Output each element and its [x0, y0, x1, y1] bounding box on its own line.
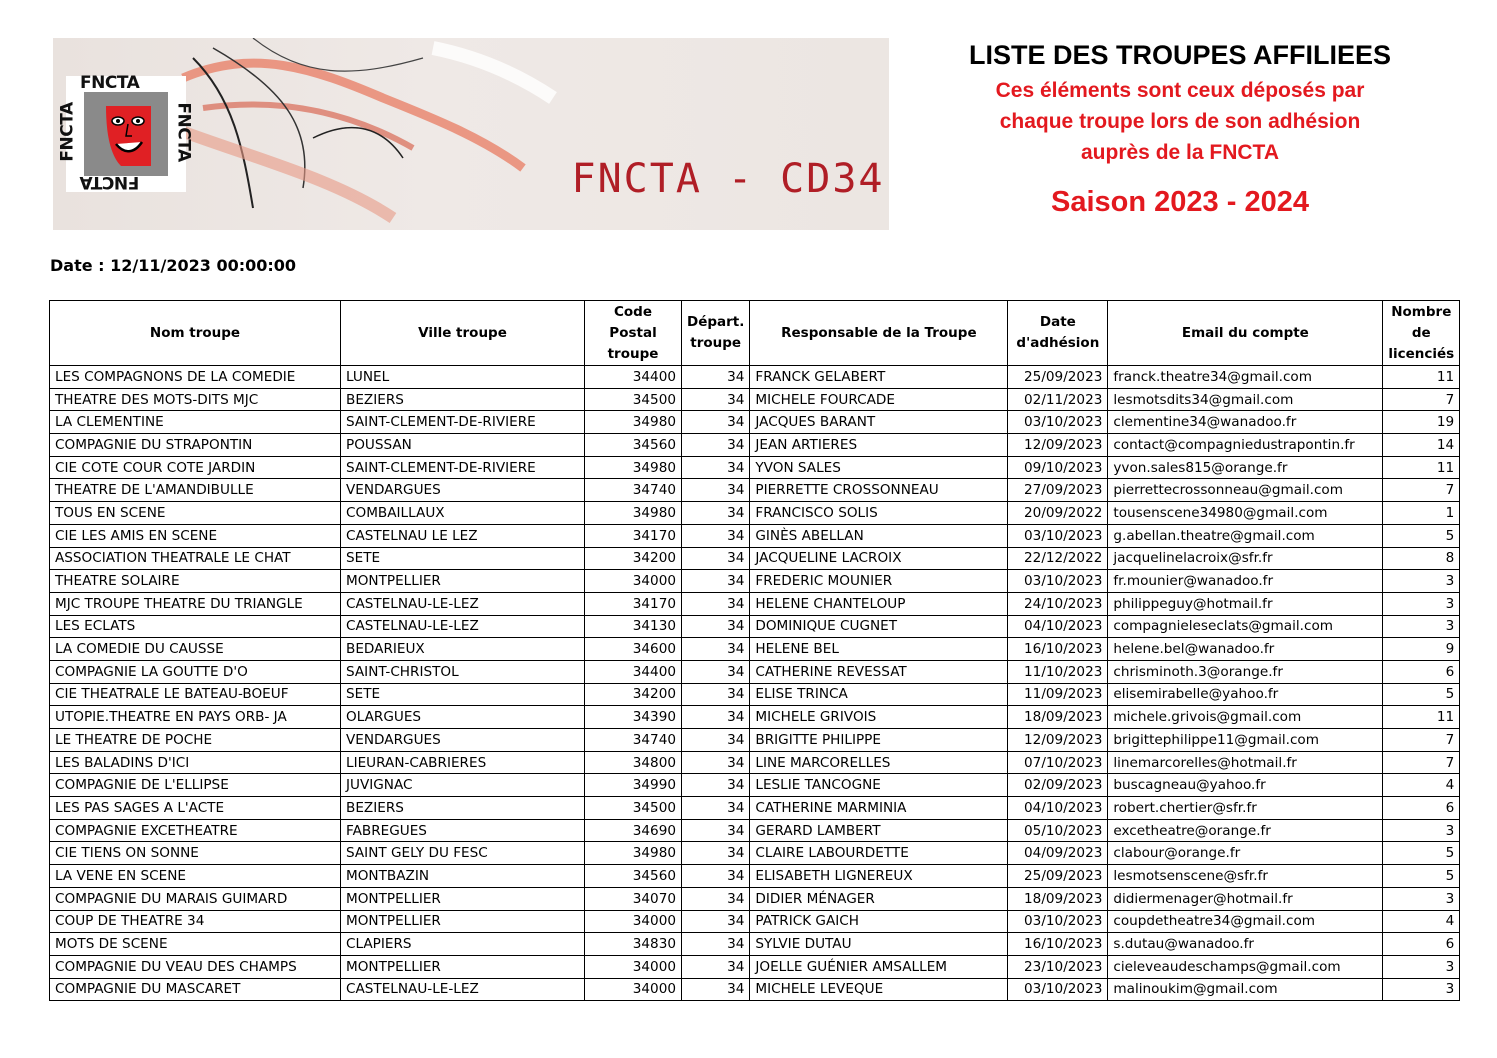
cell-depart: 34	[682, 366, 750, 389]
table-row	[50, 479, 1460, 502]
cell-code-postal: 34400	[585, 660, 682, 683]
cell-nombre: 3	[1383, 592, 1460, 615]
cell-responsable: LINE MARCORELLES	[750, 751, 1008, 774]
subtitle-line: Ces éléments sont ceux déposés par	[995, 79, 1365, 102]
cell-ville: SAINT GELY DU FESC	[341, 842, 585, 865]
cell-nombre: 1	[1383, 502, 1460, 525]
cell-code-postal: 34980	[585, 456, 682, 479]
table-row	[50, 910, 1460, 933]
cell-nombre: 19	[1383, 411, 1460, 434]
cell-nombre: 8	[1383, 547, 1460, 570]
cell-responsable: JACQUES BARANT	[750, 411, 1008, 434]
cell-depart: 34	[682, 615, 750, 638]
table-row	[50, 887, 1460, 910]
cell-depart: 34	[682, 502, 750, 525]
season-label: Saison 2023 - 2024	[1051, 186, 1309, 218]
cell-depart: 34	[682, 729, 750, 752]
table-row	[50, 660, 1460, 683]
cell-date: 04/10/2023	[1008, 797, 1108, 820]
cell-ville: COMBAILLAUX	[341, 502, 585, 525]
cell-nom: MOTS DE SCENE	[50, 933, 341, 956]
cell-ville: MONTPELLIER	[341, 955, 585, 978]
cell-code-postal: 34390	[585, 706, 682, 729]
cell-email: g.abellan.theatre@gmail.com	[1108, 524, 1383, 547]
col-header-nombre: Nombre de licenciés	[1383, 301, 1460, 366]
cell-email: lesmotsenscene@sfr.fr	[1108, 865, 1383, 888]
cell-nombre: 5	[1383, 524, 1460, 547]
cell-ville: VENDARGUES	[341, 479, 585, 502]
logo-text-bottom: FNCTA	[80, 172, 140, 192]
cell-responsable: JOELLE GUÉNIER AMSALLEM	[750, 955, 1008, 978]
cell-date: 09/10/2023	[1008, 456, 1108, 479]
cell-responsable: GINÈS ABELLAN	[750, 524, 1008, 547]
cell-code-postal: 34560	[585, 865, 682, 888]
cell-ville: CASTELNAU-LE-LEZ	[341, 592, 585, 615]
cell-ville: SAINT-CHRISTOL	[341, 660, 585, 683]
cell-nom: LA COMEDIE DU CAUSSE	[50, 638, 341, 661]
table-row	[50, 388, 1460, 411]
cell-nombre: 11	[1383, 456, 1460, 479]
cell-code-postal: 34500	[585, 388, 682, 411]
cell-nom: CIE COTE COUR COTE JARDIN	[50, 456, 341, 479]
cell-ville: OLARGUES	[341, 706, 585, 729]
cell-depart: 34	[682, 774, 750, 797]
cell-date: 12/09/2023	[1008, 729, 1108, 752]
cell-responsable: DOMINIQUE CUGNET	[750, 615, 1008, 638]
title-block	[900, 38, 1460, 219]
col-header-nom: Nom troupe	[50, 301, 341, 366]
cell-depart: 34	[682, 910, 750, 933]
cell-email: lesmotsdits34@gmail.com	[1108, 388, 1383, 411]
report-date: Date : 12/11/2023 00:00:00	[50, 256, 297, 275]
table-row	[50, 615, 1460, 638]
cell-date: 18/09/2023	[1008, 706, 1108, 729]
table-row	[50, 411, 1460, 434]
cell-nombre: 7	[1383, 479, 1460, 502]
cell-email: helene.bel@wanadoo.fr	[1108, 638, 1383, 661]
cell-nom: THEATRE DE L'AMANDIBULLE	[50, 479, 341, 502]
cell-nombre: 11	[1383, 366, 1460, 389]
cell-email: yvon.sales815@orange.fr	[1108, 456, 1383, 479]
table-row	[50, 933, 1460, 956]
cell-date: 22/12/2022	[1008, 547, 1108, 570]
cell-ville: MONTBAZIN	[341, 865, 585, 888]
cell-nom: LA CLEMENTINE	[50, 411, 341, 434]
cell-depart: 34	[682, 933, 750, 956]
cell-nom: UTOPIE.THEATRE EN PAYS ORB- JA	[50, 706, 341, 729]
cell-ville: MONTPELLIER	[341, 887, 585, 910]
cell-date: 25/09/2023	[1008, 865, 1108, 888]
cell-nombre: 5	[1383, 683, 1460, 706]
cell-depart: 34	[682, 479, 750, 502]
cell-date: 02/11/2023	[1008, 388, 1108, 411]
cell-nombre: 6	[1383, 797, 1460, 820]
cell-responsable: YVON SALES	[750, 456, 1008, 479]
cell-nombre: 3	[1383, 819, 1460, 842]
table-body	[50, 366, 1460, 1001]
cell-email: cieleveaudeschamps@gmail.com	[1108, 955, 1383, 978]
cell-nombre: 9	[1383, 638, 1460, 661]
cell-nombre: 6	[1383, 933, 1460, 956]
cell-code-postal: 34400	[585, 366, 682, 389]
cell-ville: CLAPIERS	[341, 933, 585, 956]
cell-depart: 34	[682, 388, 750, 411]
logo-text-top: FNCTA	[80, 73, 140, 93]
cell-date: 11/10/2023	[1008, 660, 1108, 683]
cell-date: 16/10/2023	[1008, 638, 1108, 661]
cell-responsable: PATRICK GAICH	[750, 910, 1008, 933]
cell-nom: CIE THEATRALE LE BATEAU-BOEUF	[50, 683, 341, 706]
cell-code-postal: 34200	[585, 683, 682, 706]
cell-responsable: BRIGITTE PHILIPPE	[750, 729, 1008, 752]
table-row	[50, 842, 1460, 865]
table-row	[50, 797, 1460, 820]
cell-ville: FABREGUES	[341, 819, 585, 842]
cell-ville: JUVIGNAC	[341, 774, 585, 797]
cell-nombre: 4	[1383, 910, 1460, 933]
cell-depart: 34	[682, 411, 750, 434]
table-row	[50, 570, 1460, 593]
cell-date: 03/10/2023	[1008, 524, 1108, 547]
cell-nom: COUP DE THEATRE 34	[50, 910, 341, 933]
table-row	[50, 638, 1460, 661]
table-row	[50, 729, 1460, 752]
cell-depart: 34	[682, 751, 750, 774]
cell-email: clementine34@wanadoo.fr	[1108, 411, 1383, 434]
cell-responsable: CATHERINE MARMINIA	[750, 797, 1008, 820]
cell-depart: 34	[682, 978, 750, 1001]
cell-email: coupdetheatre34@gmail.com	[1108, 910, 1383, 933]
cell-depart: 34	[682, 865, 750, 888]
cell-email: pierrettecrossonneau@gmail.com	[1108, 479, 1383, 502]
cell-nom: CIE TIENS ON SONNE	[50, 842, 341, 865]
col-header-email: Email du compte	[1108, 301, 1383, 366]
cell-depart: 34	[682, 819, 750, 842]
logo-text-right: FNCTA	[173, 102, 194, 162]
cell-email: robert.chertier@sfr.fr	[1108, 797, 1383, 820]
cell-code-postal: 34980	[585, 842, 682, 865]
cell-depart: 34	[682, 570, 750, 593]
cell-date: 16/10/2023	[1008, 933, 1108, 956]
cell-responsable: DIDIER MÉNAGER	[750, 887, 1008, 910]
col-header-date: Date d'adhésion	[1008, 301, 1108, 366]
table-row	[50, 865, 1460, 888]
cell-date: 18/09/2023	[1008, 887, 1108, 910]
table-row	[50, 774, 1460, 797]
cell-code-postal: 34980	[585, 502, 682, 525]
cell-responsable: ELISE TRINCA	[750, 683, 1008, 706]
cell-depart: 34	[682, 797, 750, 820]
cell-code-postal: 34740	[585, 729, 682, 752]
table-row	[50, 706, 1460, 729]
cell-ville: BEDARIEUX	[341, 638, 585, 661]
table-row	[50, 819, 1460, 842]
cell-date: 25/09/2023	[1008, 366, 1108, 389]
table-row	[50, 524, 1460, 547]
cell-depart: 34	[682, 660, 750, 683]
table-row	[50, 366, 1460, 389]
col-header-responsable: Responsable de la Troupe	[750, 301, 1008, 366]
cell-responsable: LESLIE TANCOGNE	[750, 774, 1008, 797]
cell-date: 07/10/2023	[1008, 751, 1108, 774]
cell-date: 05/10/2023	[1008, 819, 1108, 842]
cell-depart: 34	[682, 434, 750, 457]
cell-ville: LIEURAN-CABRIERES	[341, 751, 585, 774]
table-row	[50, 434, 1460, 457]
cell-responsable: SYLVIE DUTAU	[750, 933, 1008, 956]
table-row	[50, 547, 1460, 570]
cell-depart: 34	[682, 842, 750, 865]
cell-email: s.dutau@wanadoo.fr	[1108, 933, 1383, 956]
cell-code-postal: 34000	[585, 570, 682, 593]
cell-depart: 34	[682, 524, 750, 547]
cell-nom: COMPAGNIE DE L'ELLIPSE	[50, 774, 341, 797]
cell-nombre: 3	[1383, 978, 1460, 1001]
cell-depart: 34	[682, 683, 750, 706]
cell-email: franck.theatre34@gmail.com	[1108, 366, 1383, 389]
cell-ville: POUSSAN	[341, 434, 585, 457]
cell-nom: ASSOCIATION THEATRALE LE CHAT	[50, 547, 341, 570]
cell-nombre: 3	[1383, 570, 1460, 593]
cell-nombre: 7	[1383, 388, 1460, 411]
cell-email: chrisminoth.3@orange.fr	[1108, 660, 1383, 683]
cell-ville: SETE	[341, 547, 585, 570]
cell-nom: CIE LES AMIS EN SCENE	[50, 524, 341, 547]
cell-ville: LUNEL	[341, 366, 585, 389]
cell-responsable: MICHELE FOURCADE	[750, 388, 1008, 411]
cell-ville: BEZIERS	[341, 797, 585, 820]
cell-email: michele.grivois@gmail.com	[1108, 706, 1383, 729]
cell-email: compagnieleseclats@gmail.com	[1108, 615, 1383, 638]
header-banner	[53, 38, 889, 230]
cell-nom: COMPAGNIE DU STRAPONTIN	[50, 434, 341, 457]
cell-ville: CASTELNAU LE LEZ	[341, 524, 585, 547]
cell-code-postal: 34000	[585, 978, 682, 1001]
cell-nom: COMPAGNIE EXCETHEATRE	[50, 819, 341, 842]
cell-nombre: 4	[1383, 774, 1460, 797]
cell-nombre: 5	[1383, 842, 1460, 865]
cell-responsable: JACQUELINE LACROIX	[750, 547, 1008, 570]
cell-email: fr.mounier@wanadoo.fr	[1108, 570, 1383, 593]
cell-code-postal: 34000	[585, 955, 682, 978]
cell-nombre: 7	[1383, 729, 1460, 752]
cell-date: 11/09/2023	[1008, 683, 1108, 706]
cell-nom: LES ECLATS	[50, 615, 341, 638]
cell-responsable: PIERRETTE CROSSONNEAU	[750, 479, 1008, 502]
table-row	[50, 456, 1460, 479]
cell-depart: 34	[682, 592, 750, 615]
cell-email: linemarcorelles@hotmail.fr	[1108, 751, 1383, 774]
cell-nombre: 5	[1383, 865, 1460, 888]
cell-nombre: 11	[1383, 706, 1460, 729]
cell-email: tousenscene34980@gmail.com	[1108, 502, 1383, 525]
table-row	[50, 592, 1460, 615]
subtitle-line: auprès de la FNCTA	[1081, 141, 1279, 164]
cell-email: jacquelinelacroix@sfr.fr	[1108, 547, 1383, 570]
table-header-row	[50, 301, 1460, 366]
table-row	[50, 502, 1460, 525]
cell-date: 03/10/2023	[1008, 910, 1108, 933]
cell-ville: MONTPELLIER	[341, 570, 585, 593]
cell-code-postal: 34170	[585, 524, 682, 547]
cell-responsable: GERARD LAMBERT	[750, 819, 1008, 842]
cell-ville: SAINT-CLEMENT-DE-RIVIERE	[341, 456, 585, 479]
cell-date: 04/09/2023	[1008, 842, 1108, 865]
banner-caption: FNCTA - CD34	[571, 156, 885, 202]
cell-responsable: HELENE CHANTELOUP	[750, 592, 1008, 615]
cell-nombre: 7	[1383, 751, 1460, 774]
cell-code-postal: 34740	[585, 479, 682, 502]
cell-code-postal: 34170	[585, 592, 682, 615]
fncta-logo	[57, 73, 194, 192]
cell-responsable: FRANCISCO SOLIS	[750, 502, 1008, 525]
cell-nom: COMPAGNIE DU VEAU DES CHAMPS	[50, 955, 341, 978]
cell-responsable: ELISABETH LIGNEREUX	[750, 865, 1008, 888]
cell-depart: 34	[682, 955, 750, 978]
col-header-code-postal: Code Postal troupe	[585, 301, 682, 366]
cell-ville: CASTELNAU-LE-LEZ	[341, 615, 585, 638]
cell-ville: MONTPELLIER	[341, 910, 585, 933]
cell-nom: THEATRE SOLAIRE	[50, 570, 341, 593]
cell-nom: THEATRE DES MOTS-DITS MJC	[50, 388, 341, 411]
cell-nom: LE THEATRE DE POCHE	[50, 729, 341, 752]
cell-nom: COMPAGNIE DU MASCARET	[50, 978, 341, 1001]
cell-depart: 34	[682, 456, 750, 479]
cell-ville: SAINT-CLEMENT-DE-RIVIERE	[341, 411, 585, 434]
cell-date: 03/10/2023	[1008, 570, 1108, 593]
cell-responsable: MICHELE GRIVOIS	[750, 706, 1008, 729]
cell-responsable: CATHERINE REVESSAT	[750, 660, 1008, 683]
cell-nom: LES PAS SAGES A L'ACTE	[50, 797, 341, 820]
cell-date: 03/10/2023	[1008, 411, 1108, 434]
cell-responsable: HELENE BEL	[750, 638, 1008, 661]
cell-nom: LA VENE EN SCENE	[50, 865, 341, 888]
cell-depart: 34	[682, 638, 750, 661]
subtitle-line: chaque troupe lors de son adhésion	[999, 110, 1361, 133]
subtitle	[900, 75, 1460, 168]
cell-code-postal: 34000	[585, 910, 682, 933]
cell-email: elisemirabelle@yahoo.fr	[1108, 683, 1383, 706]
cell-nom: COMPAGNIE DU MARAIS GUIMARD	[50, 887, 341, 910]
cell-nom: MJC TROUPE THEATRE DU TRIANGLE	[50, 592, 341, 615]
col-header-depart: Départ. troupe	[682, 301, 750, 366]
cell-date: 24/10/2023	[1008, 592, 1108, 615]
table-row	[50, 683, 1460, 706]
cell-code-postal: 34830	[585, 933, 682, 956]
cell-nom: TOUS EN SCENE	[50, 502, 341, 525]
cell-code-postal: 34980	[585, 411, 682, 434]
cell-code-postal: 34990	[585, 774, 682, 797]
cell-date: 20/09/2022	[1008, 502, 1108, 525]
table-row	[50, 955, 1460, 978]
logo-text-left: FNCTA	[57, 102, 78, 162]
cell-date: 02/09/2023	[1008, 774, 1108, 797]
cell-code-postal: 34130	[585, 615, 682, 638]
cell-email: brigittephilippe11@gmail.com	[1108, 729, 1383, 752]
cell-date: 03/10/2023	[1008, 978, 1108, 1001]
table-row	[50, 978, 1460, 1001]
cell-nombre: 14	[1383, 434, 1460, 457]
cell-code-postal: 34070	[585, 887, 682, 910]
cell-responsable: FRANCK GELABERT	[750, 366, 1008, 389]
cell-depart: 34	[682, 706, 750, 729]
cell-email: didiermenager@hotmail.fr	[1108, 887, 1383, 910]
cell-nom: LES BALADINS D'ICI	[50, 751, 341, 774]
cell-responsable: MICHELE LEVEQUE	[750, 978, 1008, 1001]
cell-date: 04/10/2023	[1008, 615, 1108, 638]
cell-ville: BEZIERS	[341, 388, 585, 411]
cell-nombre: 3	[1383, 955, 1460, 978]
cell-email: buscagneau@yahoo.fr	[1108, 774, 1383, 797]
cell-code-postal: 34560	[585, 434, 682, 457]
cell-date: 27/09/2023	[1008, 479, 1108, 502]
page-title: LISTE DES TROUPES AFFILIEES	[968, 40, 1392, 70]
table-row	[50, 751, 1460, 774]
cell-email: contact@compagniedustrapontin.fr	[1108, 434, 1383, 457]
cell-responsable: JEAN ARTIERES	[750, 434, 1008, 457]
cell-nom: LES COMPAGNONS DE LA COMEDIE	[50, 366, 341, 389]
cell-nom: COMPAGNIE LA GOUTTE D'O	[50, 660, 341, 683]
cell-nombre: 3	[1383, 615, 1460, 638]
cell-code-postal: 34690	[585, 819, 682, 842]
cell-email: philippeguy@hotmail.fr	[1108, 592, 1383, 615]
troupes-table	[49, 300, 1460, 1001]
cell-code-postal: 34800	[585, 751, 682, 774]
cell-code-postal: 34500	[585, 797, 682, 820]
cell-nombre: 3	[1383, 887, 1460, 910]
cell-code-postal: 34600	[585, 638, 682, 661]
col-header-ville: Ville troupe	[341, 301, 585, 366]
cell-ville: SETE	[341, 683, 585, 706]
cell-responsable: CLAIRE LABOURDETTE	[750, 842, 1008, 865]
cell-nombre: 6	[1383, 660, 1460, 683]
cell-depart: 34	[682, 887, 750, 910]
cell-date: 23/10/2023	[1008, 955, 1108, 978]
cell-responsable: FREDERIC MOUNIER	[750, 570, 1008, 593]
cell-email: clabour@orange.fr	[1108, 842, 1383, 865]
cell-ville: VENDARGUES	[341, 729, 585, 752]
cell-depart: 34	[682, 547, 750, 570]
cell-date: 12/09/2023	[1008, 434, 1108, 457]
cell-email: excetheatre@orange.fr	[1108, 819, 1383, 842]
cell-ville: CASTELNAU-LE-LEZ	[341, 978, 585, 1001]
cell-code-postal: 34200	[585, 547, 682, 570]
cell-email: malinoukim@gmail.com	[1108, 978, 1383, 1001]
